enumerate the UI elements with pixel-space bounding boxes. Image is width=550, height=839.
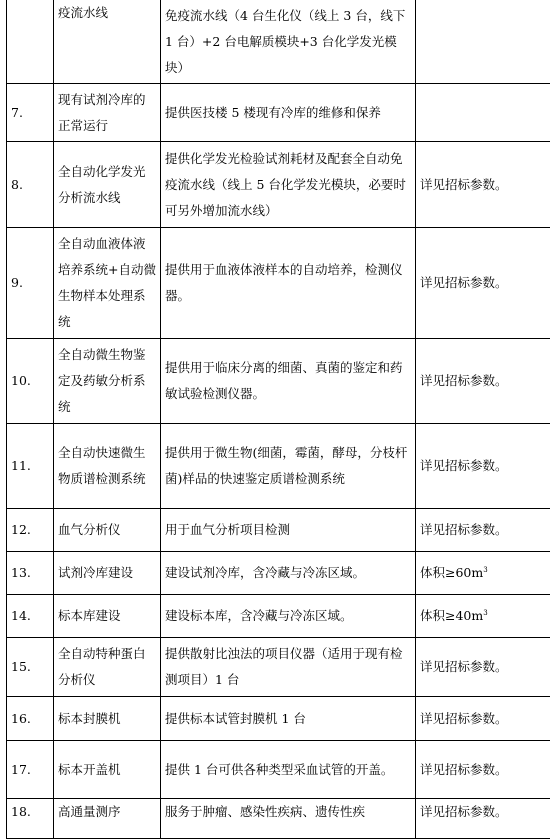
table-row	[7, 84, 550, 142]
item-description: 免疫流水线（4 台生化仪（线上 3 台，线下 1 台）+2 台电解质模块+3 台化学发光模块）	[161, 0, 416, 84]
row-number: 9.	[7, 228, 54, 339]
table-row	[7, 228, 550, 339]
row-number: 14.	[7, 595, 54, 638]
item-description: 提供用于血液体液样本的自动培养，检测仪器。	[161, 228, 416, 339]
item-note: 详见招标参数。	[416, 799, 550, 839]
item-description: 提供用于微生物(细菌，霉菌，酵母，分枝杆菌)样品的快速鉴定质谱检测系统	[161, 424, 416, 509]
item-note: 体积$\ge 60m^3$	[416, 552, 550, 595]
item-description: 提供标本试管封膜机 1 台	[161, 697, 416, 741]
item-note: 详见招标参数。	[416, 424, 550, 509]
table-row	[7, 552, 550, 595]
item-name: 血气分析仪	[54, 509, 161, 552]
item-description: 提供 1 台可供各种类型采血试管的开盖。	[161, 741, 416, 799]
item-note: 详见招标参数。	[416, 142, 550, 228]
row-number	[7, 0, 54, 84]
item-description: 提供散射比浊法的项目仪器（适用于现有检测项目）1 台	[161, 638, 416, 697]
row-number: 18.	[7, 799, 54, 839]
table-row	[7, 799, 550, 839]
item-description: 提供用于临床分离的细菌、真菌的鉴定和药敏试验检测仪器。	[161, 339, 416, 424]
item-name: 现有试剂冷库的正常运行	[54, 84, 161, 142]
item-note: 详见招标参数。	[416, 697, 550, 741]
item-description: 提供医技楼 5 楼现有冷库的维修和保养	[161, 84, 416, 142]
item-name: 标本封膜机	[54, 697, 161, 741]
row-number: 11.	[7, 424, 54, 509]
table-row	[7, 509, 550, 552]
item-note: 体积$\ge 40m^3$	[416, 595, 550, 638]
row-number: 10.	[7, 339, 54, 424]
row-number: 17.	[7, 741, 54, 799]
item-note: 详见招标参数。	[416, 339, 550, 424]
item-name: 标本开盖机	[54, 741, 161, 799]
row-number: 12.	[7, 509, 54, 552]
table-row	[7, 697, 550, 741]
item-note	[416, 84, 550, 142]
table-row	[7, 424, 550, 509]
item-note: 详见招标参数。	[416, 741, 550, 799]
item-name: 全自动特种蛋白分析仪	[54, 638, 161, 697]
row-number: 16.	[7, 697, 54, 741]
item-description: 建设试剂冷库，含冷藏与冷冻区域。	[161, 552, 416, 595]
item-name: 全自动血液体液培养系统+自动微生物样本处理系统	[54, 228, 161, 339]
item-name: 高通量测序	[54, 799, 161, 839]
table-row	[7, 339, 550, 424]
row-number: 7.	[7, 84, 54, 142]
superscript: 3	[483, 609, 487, 617]
table-row	[7, 595, 550, 638]
item-note: 详见招标参数。	[416, 228, 550, 339]
item-name: 全自动化学发光分析流水线	[54, 142, 161, 228]
item-name: 全自动微生物鉴定及药敏分析系统	[54, 339, 161, 424]
item-name: 全自动快速微生物质谱检测系统	[54, 424, 161, 509]
row-number: 15.	[7, 638, 54, 697]
row-number: 13.	[7, 552, 54, 595]
item-name: 疫流水线	[54, 0, 161, 84]
row-number: 8.	[7, 142, 54, 228]
item-note: 详见招标参数。	[416, 638, 550, 697]
table-row	[7, 638, 550, 697]
item-description: 用于血气分析项目检测	[161, 509, 416, 552]
item-name: 试剂冷库建设	[54, 552, 161, 595]
item-name: 标本库建设	[54, 595, 161, 638]
item-description: 服务于肿瘤、感染性疾病、遗传性疾	[161, 799, 416, 839]
item-note: 详见招标参数。	[416, 509, 550, 552]
table-row	[7, 741, 550, 799]
item-description: 建设标本库，含冷藏与冷冻区域。	[161, 595, 416, 638]
superscript: 3	[483, 566, 487, 574]
equipment-spec-table	[6, 0, 550, 839]
table-row	[7, 142, 550, 228]
item-note	[416, 0, 550, 84]
table-row	[7, 0, 550, 84]
item-description: 提供化学发光检验试剂耗材及配套全自动免疫流水线（线上 5 台化学发光模块，必要时可另外增加流水线）	[161, 142, 416, 228]
